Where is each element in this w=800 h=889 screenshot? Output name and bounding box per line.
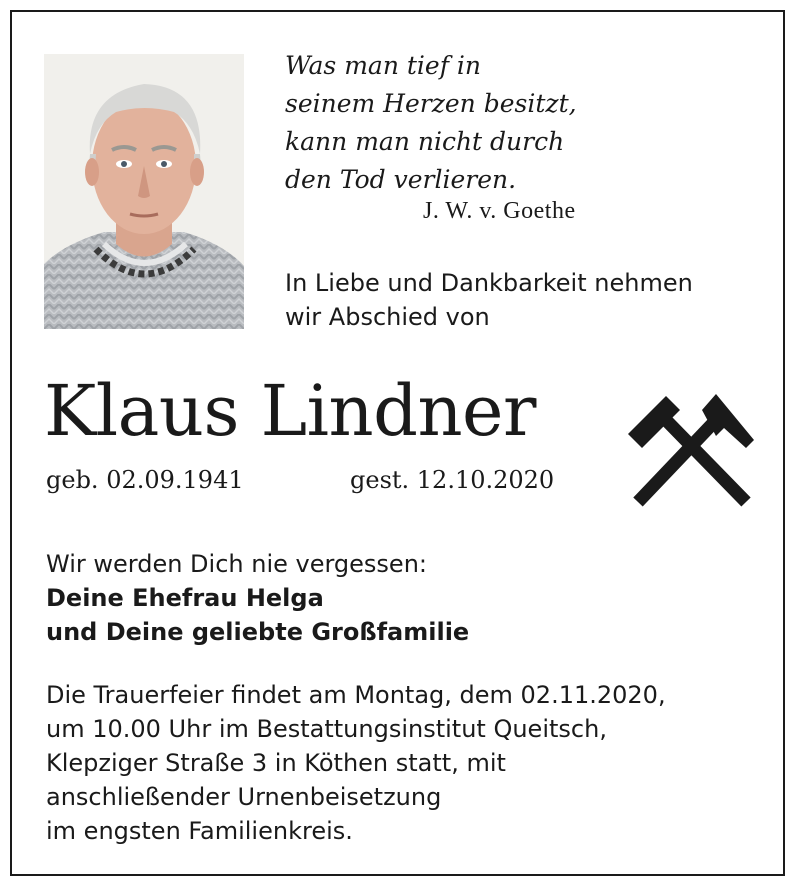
mourner-spouse: Deine Ehefrau Helga bbox=[46, 584, 324, 612]
deceased-name: Klaus Lindner bbox=[44, 370, 536, 452]
intro-line: wir Abschied von bbox=[285, 303, 490, 331]
service-line: Die Trauerfeier findet am Montag, dem 02.11.2020, bbox=[46, 681, 666, 709]
funeral-service-info bbox=[46, 678, 666, 848]
birth-date: geb. 02.09.1941 bbox=[46, 466, 244, 494]
service-line: im engsten Familienkreis. bbox=[46, 817, 353, 845]
portrait-photo bbox=[44, 54, 244, 329]
hammer-and-pick-icon bbox=[624, 388, 758, 512]
goethe-quote bbox=[285, 47, 577, 199]
service-line: anschließender Urnenbeisetzung bbox=[46, 783, 442, 811]
intro-text bbox=[285, 266, 693, 334]
quote-line: Was man tief in bbox=[285, 51, 481, 80]
mourner-family: und Deine geliebte Großfamilie bbox=[46, 618, 470, 646]
quote-line: kann man nicht durch bbox=[285, 127, 565, 156]
quote-line: seinem Herzen besitzt, bbox=[285, 89, 577, 118]
quote-line: den Tod verlieren. bbox=[285, 165, 517, 194]
farewell-line: Wir werden Dich nie vergessen: bbox=[46, 550, 427, 578]
intro-line: In Liebe und Dankbarkeit nehmen bbox=[285, 269, 693, 297]
service-line: Klepziger Straße 3 in Köthen statt, mit bbox=[46, 749, 506, 777]
death-date: gest. 12.10.2020 bbox=[350, 466, 555, 494]
quote-author: J. W. v. Goethe bbox=[423, 198, 576, 224]
service-line: um 10.00 Uhr im Bestattungsinstitut Queitsch, bbox=[46, 715, 607, 743]
farewell-text bbox=[46, 547, 469, 649]
